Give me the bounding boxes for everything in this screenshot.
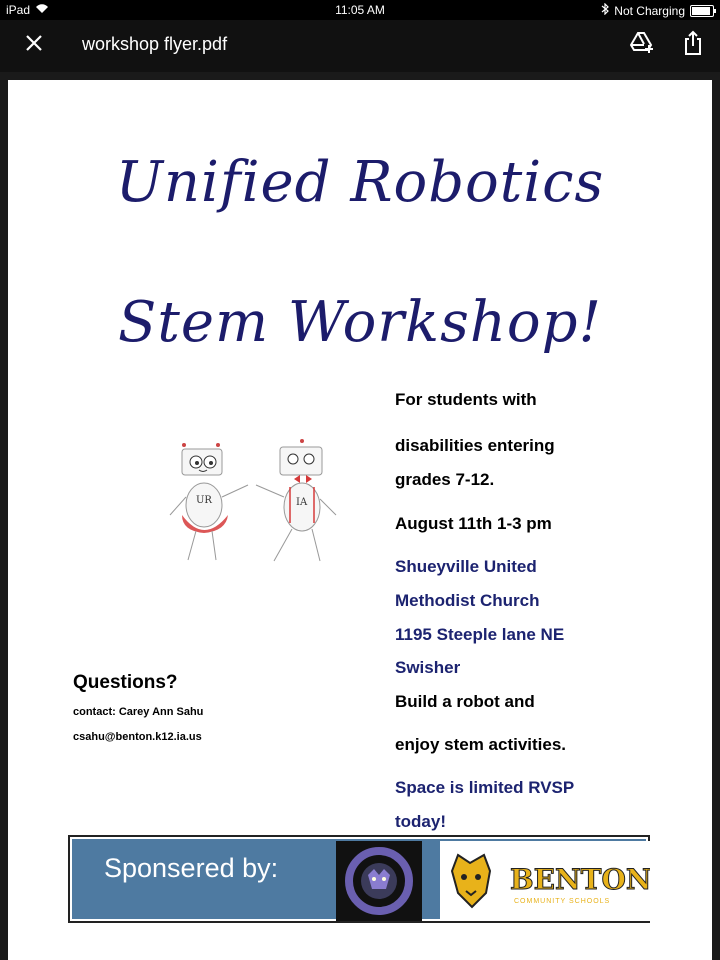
device-name: iPad: [6, 3, 31, 17]
battery-icon: [690, 5, 714, 17]
rsvp-line-1: Space is limited RVSP: [395, 778, 575, 797]
info-line-1: For students with: [395, 390, 537, 409]
robot-right-icon: [256, 439, 336, 561]
location-line-3: 1195 Steeple lane NE: [395, 625, 565, 644]
sponsor-banner: [68, 835, 650, 923]
activity-line-1: Build a robot and: [395, 692, 535, 711]
rsvp-line-2: today!: [395, 812, 446, 831]
info-line-2: disabilities entering: [395, 436, 555, 455]
benton-logo-subtext: COMMUNITY SCHOOLS: [514, 898, 611, 905]
location-line-1: Shueyville United: [395, 557, 537, 576]
robots-illustration: [166, 435, 346, 580]
benton-community-schools-logo: [440, 841, 650, 921]
share-icon[interactable]: [683, 30, 703, 61]
robot-left-icon: [170, 443, 248, 560]
questions-heading: Questions?: [73, 672, 178, 693]
charging-status: Not Charging: [614, 3, 685, 18]
bluetooth-icon: [601, 3, 609, 18]
close-icon[interactable]: [22, 32, 46, 56]
pdf-page: [8, 80, 712, 960]
robot-left-label: UR: [196, 495, 212, 506]
contact-name: contact: Carey Ann Sahu: [73, 706, 204, 718]
contact-email: csahu@benton.k12.ia.us: [73, 731, 202, 743]
benton-logo-text: BENTON: [510, 863, 650, 896]
location-line-4: Swisher: [395, 658, 461, 677]
flyer-title-line1: Unified Robotics: [115, 150, 605, 215]
activity-line-2: enjoy stem activities.: [395, 735, 567, 754]
info-line-3: grades 7-12.: [395, 470, 495, 489]
robot-right-label: IA: [296, 497, 308, 508]
add-to-drive-icon[interactable]: [630, 32, 654, 59]
viewer-toolbar: [0, 20, 720, 72]
document-title: workshop flyer.pdf: [82, 34, 228, 54]
flyer-title-line2: Stem Workshop!: [118, 290, 602, 355]
clock: 11:05 AM: [335, 3, 385, 17]
benton-robotics-logo: [336, 841, 422, 921]
status-bar: [0, 0, 720, 20]
location-line-2: Methodist Church: [395, 591, 540, 610]
event-date: August 11th 1-3 pm: [395, 514, 552, 533]
sponsored-by-label: Sponsered by:: [104, 853, 279, 883]
